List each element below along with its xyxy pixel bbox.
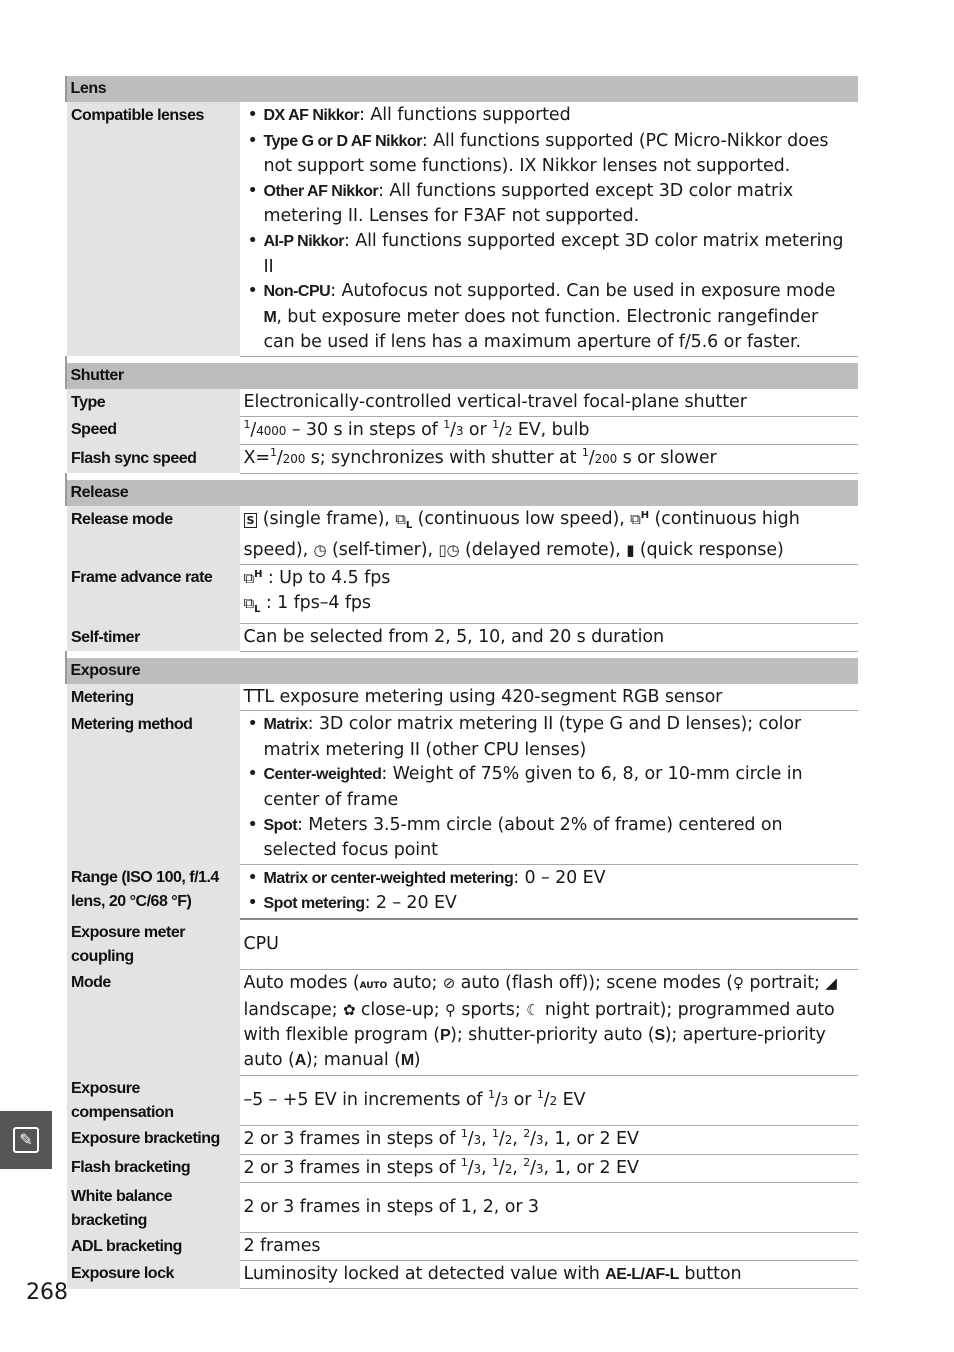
label-exposure-meter-coupling: Exposure meter coupling xyxy=(66,919,240,969)
label-flash-bracketing: Flash bracketing xyxy=(66,1154,240,1183)
continuous-high-icon: ⧉$^H$ xyxy=(630,509,650,528)
landscape-icon: ◢ xyxy=(825,973,837,992)
section-shutter: Shutter xyxy=(66,363,859,389)
value-exposure-compensation: –5 – +5 EV in increments of $^1$/3 or $^1$/2 EV xyxy=(240,1075,859,1125)
label-flash-sync-speed: Flash sync speed xyxy=(66,445,240,474)
list-item: • Non-CPU: Autofocus not supported. Can be used in exposure mode M, but exposure meter does not function. Electronic rangefinder can be used if lens has a maximum aperture of f/5.6 or faster. xyxy=(244,279,855,355)
close-up-icon: ✿ xyxy=(342,1001,356,1020)
value-release-mode: S (single frame), $⧉_L$ (continuous low speed), ⧉$^H$ (continuous high speed), ◷ (self-timer), ▯◷ (delayed remote), ▮ (quick response) xyxy=(240,506,859,565)
list-item: • Type G or D AF Nikkor: All functions supported (PC Micro-Nikkor does not support some functions). IX Nikkor lenses not supported. xyxy=(244,129,855,179)
flash-off-icon: ⊘ xyxy=(442,973,456,992)
single-frame-icon: S xyxy=(244,513,258,528)
label-adl-bracketing: ADL bracketing xyxy=(66,1233,240,1261)
label-self-timer: Self-timer xyxy=(66,624,240,652)
value-mode: Auto modes (AUTO auto; ⊘ auto (flash off)); scene modes (♀ portrait; ◢ landscape; ✿ close-up; ⚲ sports; ☾ night portrait); programmed auto with flexible program (P); shutter-priority auto (S); aperture-priority auto (A); manual (M) xyxy=(240,969,859,1075)
value-type: Electronically-controlled vertical-travel focal-plane shutter xyxy=(240,389,859,416)
value-metering: TTL exposure metering using 420-segment RGB sensor xyxy=(240,684,859,711)
section-tab xyxy=(0,1111,52,1169)
list-item: • Spot: Meters 3.5-mm circle (about 2% of frame) centered on selected focus point xyxy=(244,813,855,863)
label-compatible-lenses: Compatible lenses xyxy=(66,102,240,356)
list-item: • Spot metering: 2 – 20 EV xyxy=(244,891,855,917)
value-speed: $^1$/4000 – 30 s in steps of $^1$/3 or $^1$/2 EV, bulb xyxy=(240,416,859,445)
auto-mode-icon: AUTO xyxy=(359,980,388,991)
list-item: • DX AF Nikkor: All functions supported xyxy=(244,103,855,129)
label-exposure-bracketing: Exposure bracketing xyxy=(66,1125,240,1154)
value-flash-sync-speed: X=$^1$/200 s; synchronizes with shutter at $^1$/200 s or slower xyxy=(240,445,859,474)
section-exposure: Exposure xyxy=(66,658,859,684)
list-item: • AI-P Nikkor: All functions supported except 3D color matrix metering II xyxy=(244,229,855,279)
label-range: Range (ISO 100, f/1.4 lens, 20 °C/68 °F) xyxy=(66,864,240,919)
label-release-mode: Release mode xyxy=(66,506,240,565)
label-metering-method: Metering method xyxy=(66,711,240,865)
label-exposure-compensation: Exposure compensation xyxy=(66,1075,240,1125)
pencil-icon: ✎ xyxy=(13,1127,39,1153)
continuous-high-icon: ⧉$^H$ xyxy=(243,568,263,587)
self-timer-icon: ◷ xyxy=(313,541,327,560)
night-portrait-icon: ☾ xyxy=(526,1001,540,1020)
label-exposure-lock: Exposure lock xyxy=(66,1260,240,1289)
label-frame-advance-rate: Frame advance rate xyxy=(66,564,240,623)
value-exposure-lock: Luminosity locked at detected value with AE-L/AF-L button xyxy=(240,1260,859,1289)
value-self-timer: Can be selected from 2, 5, 10, and 20 s duration xyxy=(240,624,859,652)
list-item: • Center-weighted: Weight of 75% given to 6, 8, or 10-mm circle in center of frame xyxy=(244,762,855,812)
label-metering: Metering xyxy=(66,684,240,711)
list-item: • Other AF Nikkor: All functions supported except 3D color matrix metering II. Lenses for F3AF not supported. xyxy=(244,179,855,229)
label-white-balance-bracketing: White balance bracketing xyxy=(66,1183,240,1233)
value-exposure-bracketing: 2 or 3 frames in steps of $^1$/3, $^1$/2, $^2$/3, 1, or 2 EV xyxy=(240,1125,859,1154)
continuous-low-icon: $⧉_L$ xyxy=(243,593,261,615)
value-white-balance-bracketing: 2 or 3 frames in steps of 1, 2, or 3 xyxy=(240,1183,859,1233)
section-lens: Lens xyxy=(66,76,859,102)
portrait-icon: ♀ xyxy=(732,973,744,992)
list-item: • Matrix or center-weighted metering: 0 – 20 EV xyxy=(244,866,855,892)
value-compatible-lenses xyxy=(240,102,859,356)
value-exposure-meter-coupling: CPU xyxy=(240,919,859,969)
value-range xyxy=(240,864,859,919)
label-type: Type xyxy=(66,389,240,416)
label-mode: Mode xyxy=(66,969,240,1075)
sports-icon: ⚲ xyxy=(444,1001,456,1020)
value-adl-bracketing: 2 frames xyxy=(240,1233,859,1261)
list-item: • Matrix: 3D color matrix metering II (type G and D lenses); color matrix metering II (other CPU lenses) xyxy=(244,712,855,762)
quick-response-icon: ▮ xyxy=(626,541,635,560)
delayed-remote-icon: ▯◷ xyxy=(438,541,460,560)
label-speed: Speed xyxy=(66,416,240,445)
value-flash-bracketing: 2 or 3 frames in steps of $^1$/3, $^1$/2, $^2$/3, 1, or 2 EV xyxy=(240,1154,859,1183)
page-number: 268 xyxy=(26,1280,68,1305)
section-release: Release xyxy=(66,480,859,506)
value-frame-advance-rate: ⧉$^H$ : Up to 4.5 fps $⧉_L$ : 1 fps–4 fps xyxy=(240,564,859,623)
value-metering-method xyxy=(240,711,859,865)
spec-table xyxy=(64,76,858,1289)
continuous-low-icon: $⧉_L$ xyxy=(395,509,413,531)
